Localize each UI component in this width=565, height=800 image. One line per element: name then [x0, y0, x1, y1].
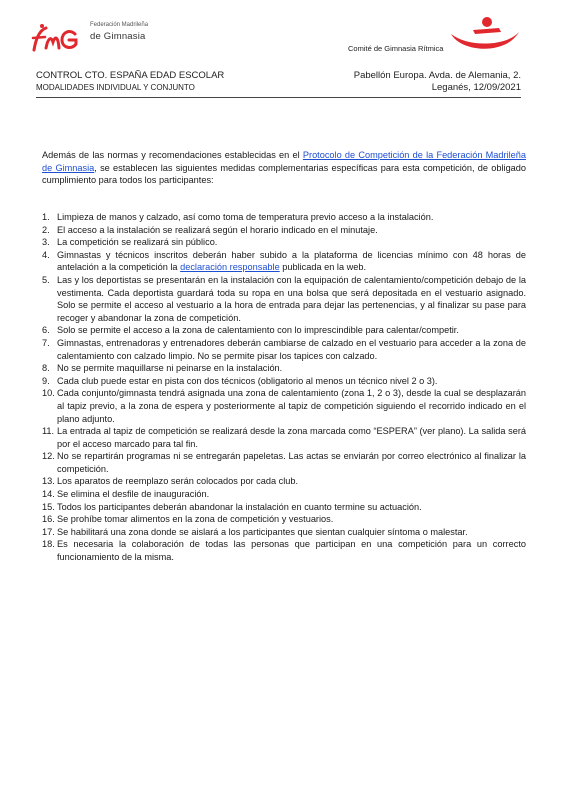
list-item — [42, 224, 526, 237]
item-text: Se prohíbe tomar alimentos en la zona de competición y vestuarios. — [57, 514, 334, 525]
item-text: Las y los deportistas se presentarán en la instalación con la equipación de calentamiento/competición debajo de la vestimenta. Cada deportista guardará toda su ropa en una bolsa que será depositada en el vestuario asignado. Solo se permite el acceso al vestuario a la hora de entrada para dejar las pertenencias, y al finalizar su pase para recoger y abandonar la zona de competición. — [57, 274, 526, 323]
item-text: Cada conjunto/gimnasta tendrá asignada una zona de calentamiento (zona 1, 2 o 3), desde la cual se desplazarán al tapiz previo, a la zona de espera y posteriormente al tapiz de competición siguiendo el recorrido indicado en el plano adjunto. — [57, 388, 526, 424]
item-text-before: Gimnastas y técnicos inscritos deberán haber subido a la plataforma de licencias mínimo con 48 horas de antelación a la competición la — [57, 249, 526, 273]
item-text: Se habilitará una zona donde se aislará a los participantes que sientan cualquier síntoma o malestar. — [57, 526, 468, 537]
list-item — [42, 274, 526, 324]
list-item — [42, 362, 526, 375]
item-text: Todos los participantes deberán abandonar la instalación en cuanto termine su actuación. — [57, 501, 422, 512]
item-number: 12. — [42, 451, 55, 462]
item-text: Solo se permite el acceso a la zona de calentamiento con lo imprescindible para calentar/competir. — [57, 325, 459, 336]
item-number: 7. — [42, 337, 50, 348]
list-item — [42, 236, 526, 249]
item-text: Gimnastas, entrenadoras y entrenadores deberán cambiarse de calzado en el vestuario para acceder a la zona de calentamiento con calzado limpio. No se permite pisar los tapices con calzado. — [57, 337, 526, 361]
item-number: 5. — [42, 274, 50, 285]
list-item — [42, 501, 526, 514]
list-item — [42, 475, 526, 488]
item-number: 1. — [42, 212, 50, 222]
item-number: 4. — [42, 249, 50, 260]
item-number: 11. — [42, 426, 55, 437]
item-text: Es necesaria la colaboración de todas las personas que participan en una competición para un correcto funcionamiento de la misma. — [57, 539, 526, 563]
committee-logo — [447, 16, 523, 58]
item-number: 15. — [42, 501, 55, 512]
venue-heading — [354, 70, 521, 94]
intro-text-after: , se establecen las siguientes medidas complementarias específicas para esta competición, de obligado cumplimiento para todos los participantes: — [42, 162, 527, 186]
declaration-link[interactable]: declaración responsable — [180, 262, 280, 273]
list-item — [42, 249, 526, 274]
item-text: Limpieza de manos y calzado, así como toma de temperatura previo acceso a la instalación. — [57, 212, 434, 222]
list-item — [42, 488, 526, 501]
measures-list — [42, 211, 526, 564]
federation-small-text: Federación Madrileña — [90, 22, 149, 28]
list-item — [42, 387, 526, 425]
item-text: Se elimina el desfile de inauguración. — [57, 489, 210, 500]
list-item — [42, 450, 526, 475]
item-text: No se permite maquillarse ni peinarse en la instalación. — [57, 363, 283, 374]
protocol-link[interactable]: Protocolo de Competición de la Federación Madrileña de Gimnasia — [42, 150, 526, 173]
place-date: Leganés, 12/09/2021 — [431, 82, 521, 93]
list-item — [42, 211, 526, 224]
item-text: El acceso a la instalación se realizará según el horario indicado en el minutaje. — [57, 224, 378, 235]
committee-name: Comité de Gimnasia Rítmica — [348, 44, 444, 53]
item-number: 17. — [42, 526, 55, 537]
list-item — [42, 337, 526, 362]
list-item — [42, 324, 526, 337]
item-text-after: publicada en la web. — [279, 262, 367, 273]
item-number: 13. — [42, 476, 55, 487]
list-item — [42, 375, 526, 388]
item-text: La entrada al tapiz de competición se realizará desde la zona marcada como “ESPERA” (ver plano). La salida será por el acceso marcado para tal fin. — [57, 426, 526, 449]
competition-heading — [36, 70, 236, 94]
competition-modalities: MODALIDADES INDIVIDUAL Y CONJUNTO — [36, 83, 195, 92]
intro-paragraph — [42, 149, 526, 187]
item-text: No se repartirán programas ni se entregarán papeletas. Las actas se enviarán por correo electrónico al finalizar la competición. — [57, 451, 526, 474]
item-number: 16. — [42, 514, 55, 525]
item-text: Cada club puede estar en pista con dos técnicos (obligatorio al menos un técnico nivel 2 o 3). — [57, 375, 438, 386]
item-number: 10. — [42, 388, 55, 399]
federation-logo — [30, 20, 190, 60]
item-number: 2. — [42, 224, 50, 235]
item-number: 14. — [42, 489, 55, 500]
item-text: Los aparatos de reemplazo serán colocados por cada club. — [57, 476, 299, 487]
venue-address: Pabellón Europa. Avda. de Alemania, 2. — [353, 70, 521, 81]
list-item — [42, 526, 526, 539]
item-text: La competición se realizará sin público. — [57, 237, 218, 248]
fmg-logo-icon — [30, 20, 88, 56]
intro-text-before: Además de las normas y recomendaciones establecidas en el — [42, 150, 303, 161]
item-number: 8. — [42, 363, 50, 374]
item-number: 18. — [42, 539, 55, 550]
list-item — [42, 425, 526, 450]
gymnast-ribbon-icon — [447, 16, 523, 58]
list-item — [42, 513, 526, 526]
competition-title: CONTROL CTO. ESPAÑA EDAD ESCOLAR — [36, 70, 225, 81]
list-item — [42, 538, 526, 563]
item-number: 3. — [42, 237, 50, 248]
header-divider — [36, 97, 521, 98]
item-number: 6. — [42, 325, 50, 336]
federation-name: de Gimnasia — [90, 31, 146, 42]
item-number: 9. — [42, 375, 50, 386]
